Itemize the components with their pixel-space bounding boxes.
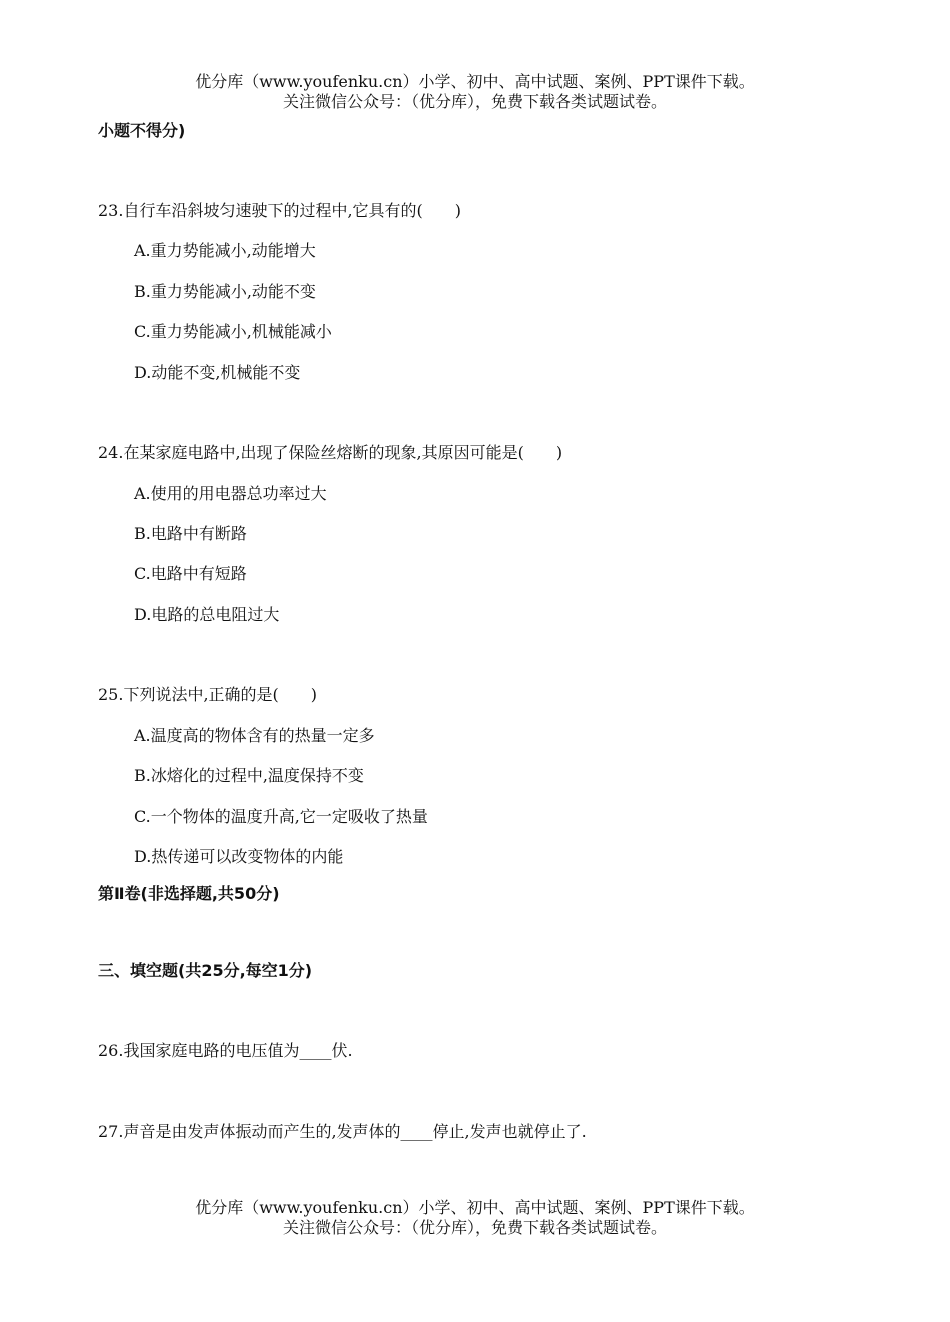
footer-line-1: 优分库（www.youfenku.cn）小学、初中、高中试题、案例、PPT课件下载。 [195, 1198, 755, 1217]
question-24-stem: 24.在某家庭电路中,出现了保险丝熔断的现象,其原因可能是( ) [98, 443, 563, 462]
header-line-2: 关注微信公众号：（优分库），免费下载各类试题试卷。 [282, 92, 667, 111]
question-26: 26.我国家庭电路的电压值为____伏. [98, 1041, 353, 1060]
question-27: 27.声音是由发声体振动而产生的,发声体的____停止,发声也就停止了. [98, 1122, 587, 1141]
question-24-option-b: B.电路中有断路 [134, 524, 247, 543]
question-23-stem: 23.自行车沿斜坡匀速驶下的过程中,它具有的( ) [98, 201, 462, 220]
question-23-option-c: C.重力势能减小,机械能减小 [134, 322, 332, 341]
question-25-stem: 25.下列说法中,正确的是( ) [98, 685, 318, 704]
question-24-option-d: D.电路的总电阻过大 [134, 605, 280, 624]
continuation-text: 小题不得分) [98, 121, 186, 140]
part-2-title: 第Ⅱ卷(非选择题,共50分) [98, 884, 280, 903]
header-line-1: 优分库（www.youfenku.cn）小学、初中、高中试题、案例、PPT课件下载。 [195, 72, 755, 91]
question-25-option-b: B.冰熔化的过程中,温度保持不变 [134, 766, 364, 785]
footer-line-2: 关注微信公众号：（优分库），免费下载各类试题试卷。 [282, 1218, 667, 1237]
question-25-option-c: C.一个物体的温度升高,它一定吸收了热量 [134, 807, 428, 826]
question-25-option-a: A.温度高的物体含有的热量一定多 [134, 726, 375, 745]
section-3-title: 三、填空题(共25分,每空1分) [98, 961, 313, 980]
question-23-option-a: A.重力势能减小,动能增大 [134, 241, 316, 260]
question-23-option-b: B.重力势能减小,动能不变 [134, 282, 316, 301]
question-25-option-d: D.热传递可以改变物体的内能 [134, 847, 344, 866]
question-24-option-c: C.电路中有短路 [134, 564, 247, 583]
question-24-option-a: A.使用的用电器总功率过大 [134, 484, 327, 503]
question-23-option-d: D.动能不变,机械能不变 [134, 363, 301, 382]
